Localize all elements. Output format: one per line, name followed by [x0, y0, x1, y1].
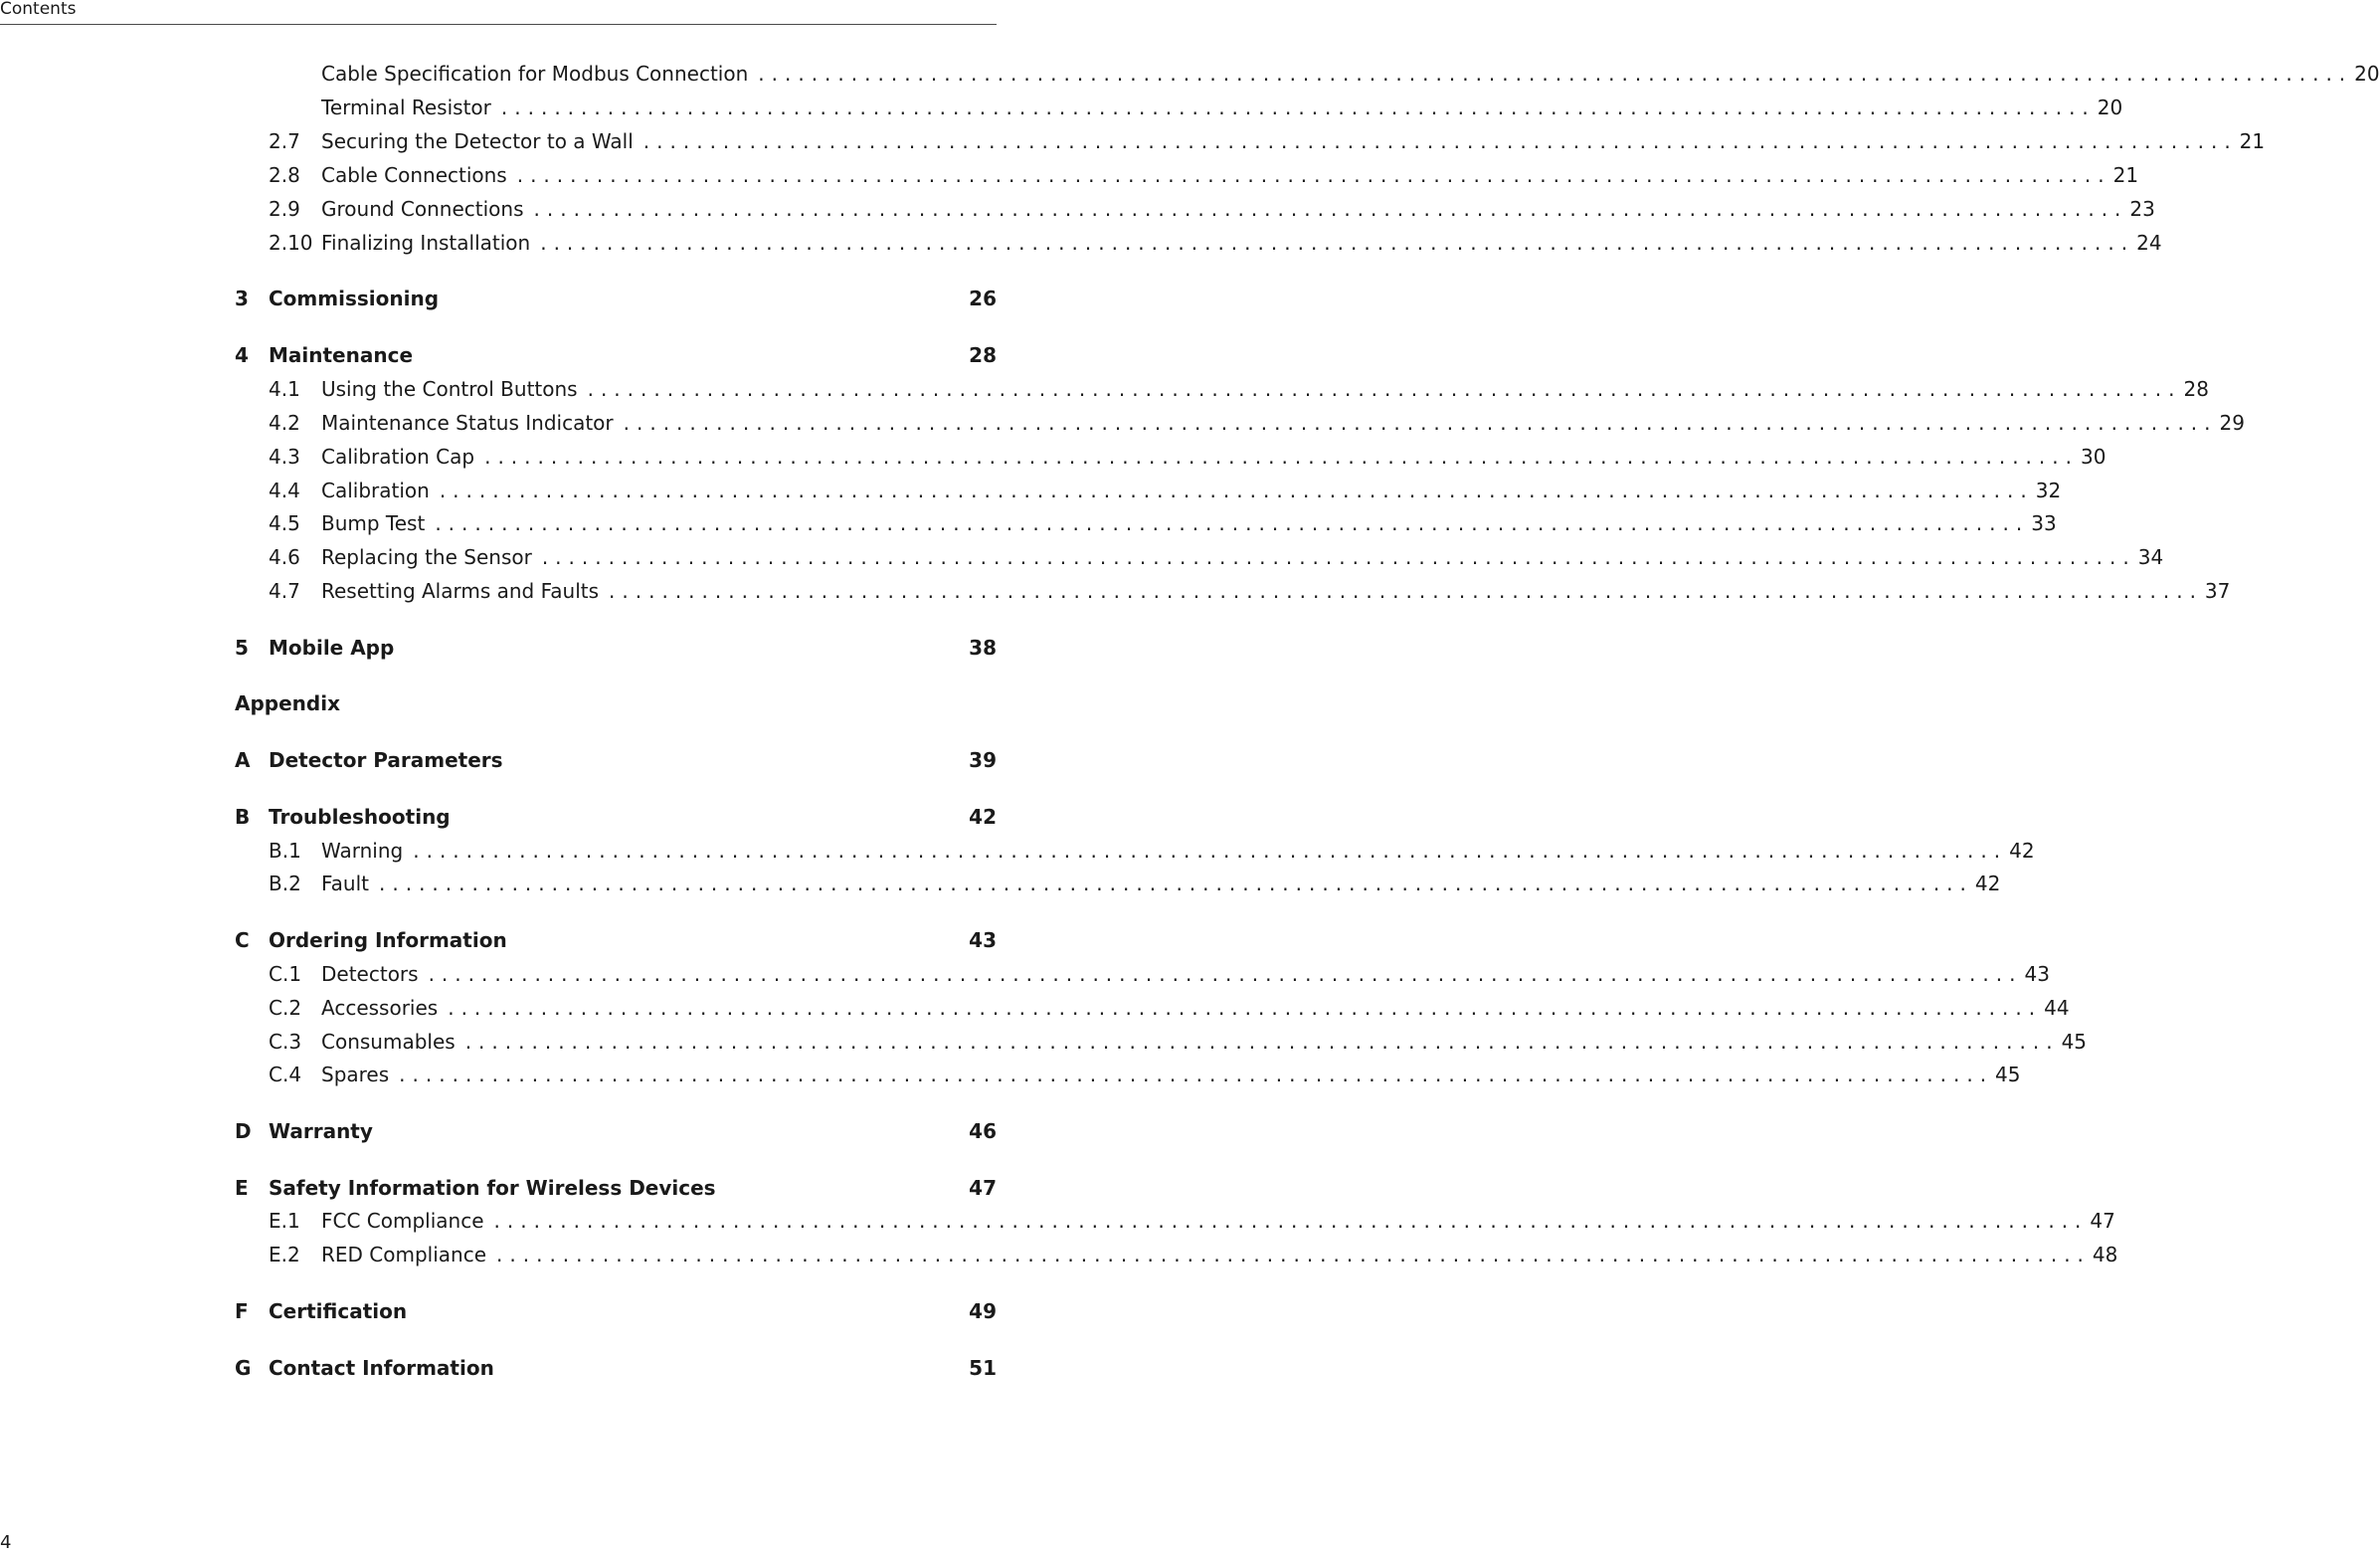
toc-entry[interactable]: [269, 1208, 2115, 1234]
toc-entry-number: 2.10: [269, 231, 313, 255]
toc-chapter-page: 38: [969, 636, 997, 660]
dot-leader: ........................................................................................................................: [623, 411, 2218, 435]
toc-entry-title: Cable Specification for Modbus Connection: [321, 62, 749, 86]
toc-entry-number: 2.8: [269, 163, 300, 187]
dot-leader: ........................................................................................................................: [493, 1209, 2089, 1233]
toc-entry-page: 47: [2090, 1209, 2115, 1233]
toc-entry-number: 2.9: [269, 197, 300, 221]
toc-entry-page: 45: [2061, 1030, 2088, 1054]
toc-chapter[interactable]: [235, 747, 997, 773]
toc-entry-number: E.2: [269, 1243, 300, 1266]
toc-entry[interactable]: [269, 128, 2266, 154]
toc-chapter-title: Commissioning: [269, 287, 440, 310]
toc-entry-title: Ground Connections: [321, 197, 524, 221]
toc-entry-title: Calibration: [321, 479, 430, 502]
toc-entry-number: 4.1: [269, 377, 300, 401]
dot-leader: ........................................................................................................................: [496, 1243, 2091, 1266]
dot-leader: ........................................................................................................................: [540, 231, 2135, 255]
toc-entry-title: Securing the Detector to a Wall: [321, 129, 634, 153]
toc-chapter[interactable]: [235, 342, 997, 368]
toc-entry[interactable]: [269, 1029, 2088, 1055]
toc-chapter-number: E: [235, 1176, 249, 1200]
toc-entry-title: Spares: [321, 1063, 390, 1086]
dot-leader: ........................................................................................................................: [448, 996, 2043, 1020]
toc-entry[interactable]: [269, 871, 2001, 896]
toc-chapter-number: F: [235, 1299, 249, 1323]
toc-chapter-title: Maintenance: [269, 343, 414, 367]
toc-entry-title: Cable Connections: [321, 163, 507, 187]
toc-entry-number: C.2: [269, 996, 302, 1020]
dot-leader: ........................................................................................................................: [379, 872, 1973, 895]
toc-entry-title: Warning: [321, 839, 404, 863]
toc-entry-page: 23: [2129, 197, 2155, 221]
dot-leader: ........................................................................................................................: [541, 545, 2136, 569]
dot-leader: ........................................................................................................................: [464, 1030, 2060, 1054]
toc-chapter-number: 3: [235, 287, 249, 310]
dot-leader: ........................................................................................................................: [758, 62, 2353, 86]
toc-entry[interactable]: [269, 1242, 2118, 1267]
toc-chapter-page: 46: [969, 1119, 997, 1143]
toc-chapter-number: C: [235, 928, 250, 952]
running-head-title: Contents: [0, 0, 77, 19]
dot-leader: ........................................................................................................................: [413, 839, 2008, 863]
toc-chapter-title: Warranty: [269, 1119, 373, 1143]
toc-entry[interactable]: [269, 478, 2062, 503]
dot-leader: ........................................................................................................................: [439, 479, 2034, 502]
dot-leader: ........................................................................................................................: [399, 1063, 1994, 1086]
toc-chapter-title: Detector Parameters: [269, 748, 503, 772]
toc-entry[interactable]: [269, 376, 2209, 402]
toc-entry-number: 4.5: [269, 511, 300, 535]
toc-chapter-title: Ordering Information: [269, 928, 507, 952]
toc-entry[interactable]: [269, 162, 2139, 188]
appendix-title: Appendix: [235, 691, 340, 715]
toc-entry-title: Maintenance Status Indicator: [321, 411, 614, 435]
toc-chapter-page: 39: [969, 748, 997, 772]
toc-entry[interactable]: [269, 510, 2057, 536]
toc-appendix-heading: [235, 690, 997, 716]
toc-entry[interactable]: [269, 1062, 2021, 1087]
toc-chapter-number: 5: [235, 636, 249, 660]
dot-leader: ........................................................................................................................: [609, 579, 2203, 603]
toc-entry-number: C.4: [269, 1063, 302, 1086]
toc-entry-number: C.3: [269, 1030, 302, 1054]
dot-leader: ........................................................................................................................: [428, 962, 2023, 986]
toc-entry[interactable]: [321, 95, 2123, 120]
toc-entry-number: 4.2: [269, 411, 300, 435]
toc-chapter[interactable]: [235, 1118, 997, 1144]
toc-entry[interactable]: [269, 838, 2035, 864]
toc-entry-page: 33: [2031, 511, 2057, 535]
toc-entry-page: 44: [2044, 996, 2070, 1020]
dot-leader: ........................................................................................................................: [642, 129, 2238, 153]
page-number: 4: [0, 1532, 12, 1553]
toc-entry-page: 48: [2092, 1243, 2118, 1266]
toc-chapter-title: Certification: [269, 1299, 408, 1323]
toc-entry-title: Resetting Alarms and Faults: [321, 579, 600, 603]
toc-chapter[interactable]: [235, 286, 997, 311]
toc-entry-title: Fault: [321, 872, 369, 895]
toc-entry-title: FCC Compliance: [321, 1209, 484, 1233]
toc-entry-number: C.1: [269, 962, 302, 986]
toc-chapter-title: Contact Information: [269, 1356, 494, 1380]
dot-leader: ........................................................................................................................: [500, 96, 2096, 119]
toc-entry-page: 30: [2080, 445, 2106, 469]
toc-entry-page: 43: [2024, 962, 2050, 986]
toc-entry-page: 20: [2354, 62, 2380, 86]
toc-chapter[interactable]: [235, 1298, 997, 1324]
toc-entry-number: B.1: [269, 839, 301, 863]
toc-chapter-title: Safety Information for Wireless Devices: [269, 1176, 716, 1200]
toc-chapter-title: Mobile App: [269, 636, 395, 660]
toc-chapter[interactable]: [235, 1355, 997, 1381]
toc-entry[interactable]: [269, 230, 2162, 256]
toc-chapter-page: 49: [969, 1299, 997, 1323]
toc-entry-page: 34: [2137, 545, 2164, 569]
dot-leader: ........................................................................................................................: [484, 445, 2079, 469]
toc-entry-title: Accessories: [321, 996, 439, 1020]
toc-chapter[interactable]: [235, 635, 997, 661]
dot-leader: ........................................................................................................................: [533, 197, 2128, 221]
toc-chapter-page: 47: [969, 1176, 997, 1200]
toc-entry-title: Replacing the Sensor: [321, 545, 532, 569]
toc-chapter-number: B: [235, 805, 251, 829]
toc-entry-title: Using the Control Buttons: [321, 377, 578, 401]
toc-chapter-number: 4: [235, 343, 249, 367]
toc-chapter-page: 42: [969, 805, 997, 829]
toc-entry-page: 28: [2183, 377, 2209, 401]
toc-entry[interactable]: [269, 444, 2106, 470]
dot-leader: ........................................................................................................................: [587, 377, 2182, 401]
toc-entry-title: Bump Test: [321, 511, 426, 535]
toc-entry[interactable]: [269, 995, 2070, 1021]
toc-entry-page: 42: [1974, 872, 2001, 895]
toc-entry-page: 37: [2204, 579, 2231, 603]
toc-entry-title: Consumables: [321, 1030, 456, 1054]
toc-entry[interactable]: [321, 61, 2380, 87]
toc-entry-number: 4.6: [269, 545, 300, 569]
toc-entry-number: 4.3: [269, 445, 300, 469]
toc-chapter-number: A: [235, 748, 251, 772]
toc-entry-number: E.1: [269, 1209, 300, 1233]
toc-entry-title: Finalizing Installation: [321, 231, 531, 255]
toc-chapter[interactable]: [235, 1175, 997, 1201]
toc-chapter-number: D: [235, 1119, 252, 1143]
toc-chapter-page: 28: [969, 343, 997, 367]
toc-entry-number: B.2: [269, 872, 301, 895]
toc-entry-number: 2.7: [269, 129, 300, 153]
toc-entry-page: 32: [2035, 479, 2062, 502]
toc-entry[interactable]: [269, 578, 2231, 604]
toc-entry-page: 21: [2239, 129, 2266, 153]
dot-leader: ........................................................................................................................: [516, 163, 2111, 187]
toc-chapter-page: 43: [969, 928, 997, 952]
toc-entry-number: 4.7: [269, 579, 300, 603]
running-head: [0, 0, 997, 25]
dot-leader: ........................................................................................................................: [435, 511, 2030, 535]
toc-entry-page: 45: [1995, 1063, 2021, 1086]
toc-entry[interactable]: [269, 410, 2245, 436]
toc-entry[interactable]: [269, 196, 2155, 222]
toc-entry-page: 29: [2219, 411, 2245, 435]
toc-chapter-title: Troubleshooting: [269, 805, 451, 829]
toc-entry-number: 4.4: [269, 479, 300, 502]
toc-entry-page: 42: [2009, 839, 2035, 863]
toc-entry-title: Calibration Cap: [321, 445, 475, 469]
toc-entry-title: RED Compliance: [321, 1243, 487, 1266]
toc-entry-page: 21: [2112, 163, 2139, 187]
toc-chapter-page: 51: [969, 1356, 997, 1380]
toc-chapter[interactable]: [235, 804, 997, 830]
toc-entry-title: Terminal Resistor: [321, 96, 491, 119]
toc-entry[interactable]: [269, 961, 2050, 987]
toc-entry-title: Detectors: [321, 962, 419, 986]
toc-chapter[interactable]: [235, 927, 997, 953]
toc-entry-page: 20: [2097, 96, 2123, 119]
toc-chapter-number: G: [235, 1356, 252, 1380]
toc-entry[interactable]: [269, 544, 2164, 570]
toc-entry-page: 24: [2136, 231, 2162, 255]
toc-chapter-page: 26: [969, 287, 997, 310]
